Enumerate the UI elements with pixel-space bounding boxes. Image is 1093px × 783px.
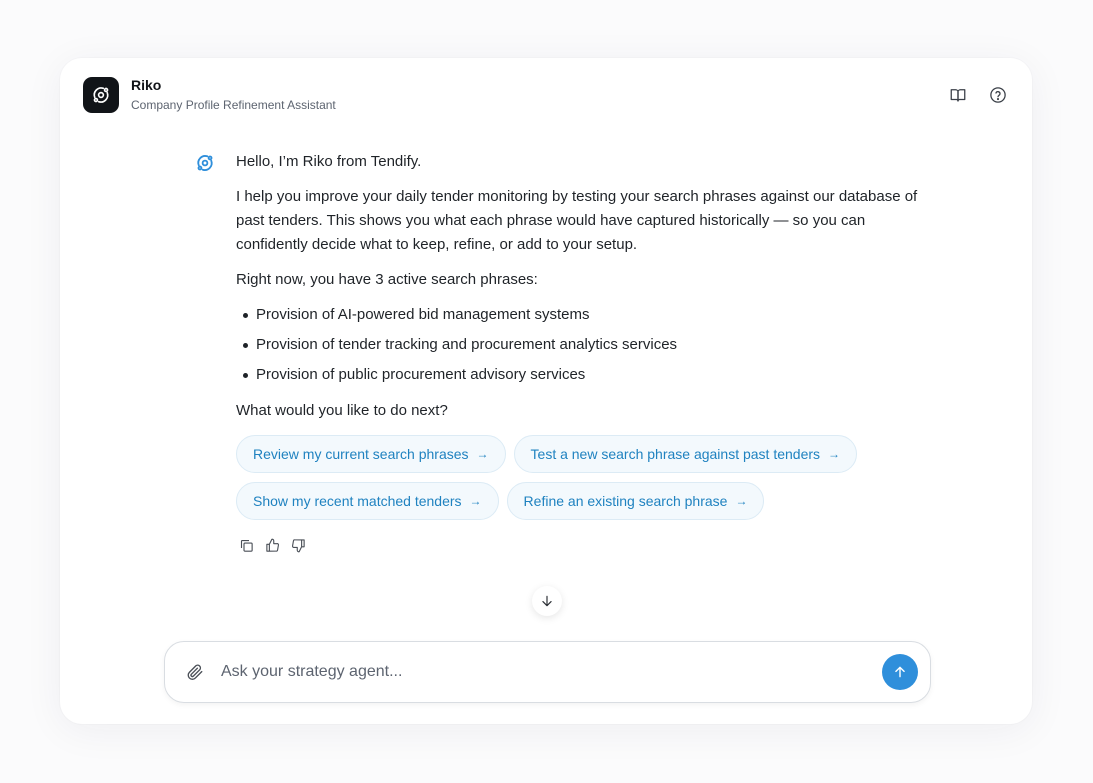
search-phrase-item: Provision of tender tracking and procurement analytics services — [236, 333, 926, 363]
search-phrase-item: Provision of public procurement advisory services — [236, 363, 926, 393]
arrow-up-icon — [893, 665, 907, 679]
greeting-text: Hello, I’m Riko from Tendify. — [236, 153, 422, 170]
suggestion-label: Review my current search phrases — [253, 446, 469, 462]
arrow-right-icon: → — [735, 494, 748, 508]
paperclip-icon — [186, 663, 204, 681]
thumbs-up-icon — [265, 538, 280, 553]
arrow-right-icon: → — [828, 447, 841, 461]
thumbs-up-button[interactable] — [264, 537, 280, 553]
search-phrases-list — [236, 303, 926, 393]
suggestion-label: Test a new search phrase against past tenders — [530, 446, 821, 462]
message-composer — [164, 641, 931, 703]
phrases-heading: Right now, you have 3 active search phrases: — [236, 271, 538, 288]
send-button[interactable] — [882, 654, 918, 690]
suggestion-label: Refine an existing search phrase — [523, 493, 728, 509]
suggestion-refine-phrase[interactable] — [507, 482, 765, 520]
chat-window — [60, 58, 1032, 724]
help-icon — [989, 86, 1007, 104]
suggestion-test-new-phrase[interactable] — [514, 435, 858, 473]
copy-icon — [239, 538, 254, 553]
attach-button[interactable] — [185, 662, 205, 682]
arrow-right-icon: → — [469, 494, 482, 508]
guide-button[interactable] — [947, 84, 969, 106]
message-input[interactable] — [221, 663, 882, 681]
suggestion-chips — [236, 435, 936, 520]
message-actions — [238, 537, 306, 553]
assistant-role: Company Profile Refinement Assistant — [131, 98, 336, 112]
copy-button[interactable] — [238, 537, 254, 553]
scroll-to-bottom-button[interactable] — [532, 586, 562, 616]
thumbs-down-icon — [291, 538, 306, 553]
chat-header — [83, 77, 1009, 113]
search-phrase-item: Provision of AI-powered bid management systems — [236, 303, 926, 333]
riko-logo-icon — [83, 77, 119, 113]
arrow-right-icon: → — [476, 447, 489, 461]
help-button[interactable] — [987, 84, 1009, 106]
thumbs-down-button[interactable] — [290, 537, 306, 553]
assistant-avatar-icon — [194, 152, 216, 174]
question-text: What would you like to do next? — [236, 402, 448, 419]
intro-text: I help you improve your daily tender monitoring by testing your search phrases against our database of past tenders. This shows you what each phrase would have captured historically — so you can confidently decide what to keep, refine, or add to your setup. — [236, 188, 918, 253]
suggestion-label: Show my recent matched tenders — [253, 493, 462, 509]
assistant-message — [236, 150, 926, 423]
assistant-name: Riko — [131, 77, 162, 93]
book-icon — [949, 86, 967, 104]
arrow-down-icon — [540, 594, 554, 608]
suggestion-recent-matches[interactable] — [236, 482, 499, 520]
suggestion-review-phrases[interactable] — [236, 435, 506, 473]
